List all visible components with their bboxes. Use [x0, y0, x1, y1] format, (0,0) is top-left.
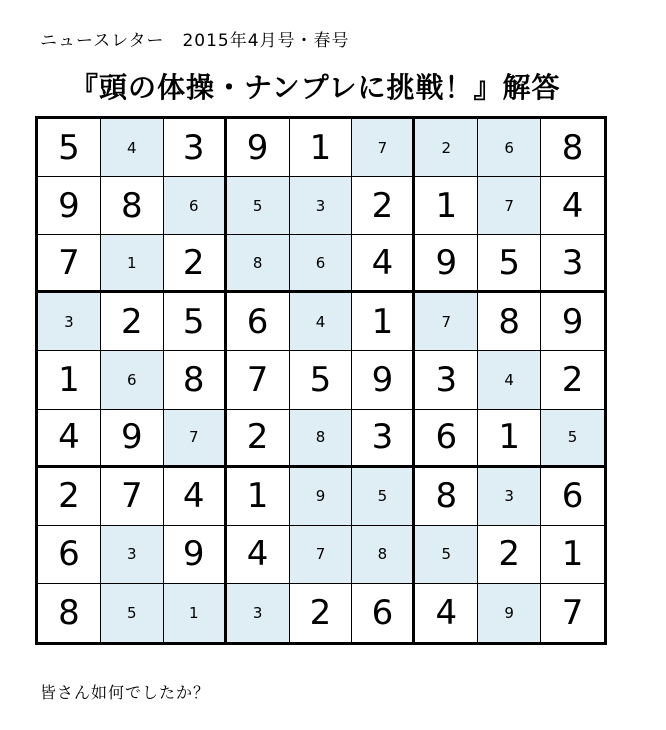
given-cell: 8	[164, 351, 227, 409]
answer-cell: 7	[478, 177, 541, 235]
given-cell: 5	[290, 351, 353, 409]
given-cell: 2	[478, 526, 541, 584]
page-title: 『頭の体操・ナンプレに挑戦！』解答	[70, 71, 561, 104]
given-cell: 6	[38, 526, 101, 584]
answer-cell: 7	[352, 119, 415, 177]
given-cell: 1	[352, 293, 415, 351]
given-cell: 3	[352, 410, 415, 468]
given-cell: 7	[541, 584, 604, 642]
answer-cell: 7	[415, 293, 478, 351]
answer-cell: 1	[164, 584, 227, 642]
answer-cell: 5	[541, 410, 604, 468]
answer-cell: 3	[227, 584, 290, 642]
given-cell: 9	[101, 410, 164, 468]
given-cell: 7	[38, 235, 101, 293]
answer-cell: 5	[227, 177, 290, 235]
answer-cell: 9	[478, 584, 541, 642]
given-cell: 4	[541, 177, 604, 235]
given-cell: 8	[478, 293, 541, 351]
given-cell: 6	[227, 293, 290, 351]
given-cell: 1	[38, 351, 101, 409]
given-cell: 9	[415, 235, 478, 293]
given-cell: 6	[415, 410, 478, 468]
given-cell: 7	[227, 351, 290, 409]
given-cell: 5	[164, 293, 227, 351]
answer-cell: 7	[164, 410, 227, 468]
given-cell: 8	[38, 584, 101, 642]
answer-cell: 5	[352, 468, 415, 526]
given-cell: 9	[164, 526, 227, 584]
given-cell: 9	[227, 119, 290, 177]
given-cell: 9	[38, 177, 101, 235]
given-cell: 3	[164, 119, 227, 177]
answer-cell: 3	[290, 177, 353, 235]
answer-cell: 5	[415, 526, 478, 584]
given-cell: 1	[290, 119, 353, 177]
given-cell: 3	[415, 351, 478, 409]
given-cell: 5	[38, 119, 101, 177]
given-cell: 6	[541, 468, 604, 526]
given-cell: 4	[227, 526, 290, 584]
answer-cell: 1	[101, 235, 164, 293]
answer-cell: 5	[101, 584, 164, 642]
given-cell: 1	[478, 410, 541, 468]
answer-cell: 7	[290, 526, 353, 584]
given-cell: 9	[541, 293, 604, 351]
newsletter-header: ニュースレター 2015年4月号・春号	[40, 31, 350, 51]
given-cell: 8	[101, 177, 164, 235]
given-cell: 4	[415, 584, 478, 642]
given-cell: 2	[290, 584, 353, 642]
given-cell: 4	[352, 235, 415, 293]
given-cell: 5	[478, 235, 541, 293]
given-cell: 1	[227, 468, 290, 526]
answer-cell: 6	[101, 351, 164, 409]
given-cell: 2	[101, 293, 164, 351]
given-cell: 4	[164, 468, 227, 526]
answer-cell: 3	[38, 293, 101, 351]
footer-text: 皆さん如何でしたか？	[40, 683, 211, 702]
given-cell: 7	[101, 468, 164, 526]
answer-cell: 3	[478, 468, 541, 526]
answer-cell: 3	[101, 526, 164, 584]
answer-cell: 4	[101, 119, 164, 177]
answer-cell: 8	[227, 235, 290, 293]
answer-cell: 4	[290, 293, 353, 351]
given-cell: 6	[352, 584, 415, 642]
answer-cell: 6	[164, 177, 227, 235]
given-cell: 9	[352, 351, 415, 409]
given-cell: 8	[415, 468, 478, 526]
given-cell: 3	[541, 235, 604, 293]
given-cell: 2	[352, 177, 415, 235]
sudoku-answer-grid	[35, 116, 607, 645]
given-cell: 1	[541, 526, 604, 584]
answer-cell: 6	[290, 235, 353, 293]
given-cell: 2	[38, 468, 101, 526]
answer-cell: 8	[290, 410, 353, 468]
answer-cell: 6	[478, 119, 541, 177]
given-cell: 2	[541, 351, 604, 409]
given-cell: 4	[38, 410, 101, 468]
given-cell: 2	[227, 410, 290, 468]
given-cell: 8	[541, 119, 604, 177]
answer-cell: 8	[352, 526, 415, 584]
given-cell: 1	[415, 177, 478, 235]
answer-cell: 4	[478, 351, 541, 409]
given-cell: 2	[164, 235, 227, 293]
answer-cell: 2	[415, 119, 478, 177]
answer-cell: 9	[290, 468, 353, 526]
